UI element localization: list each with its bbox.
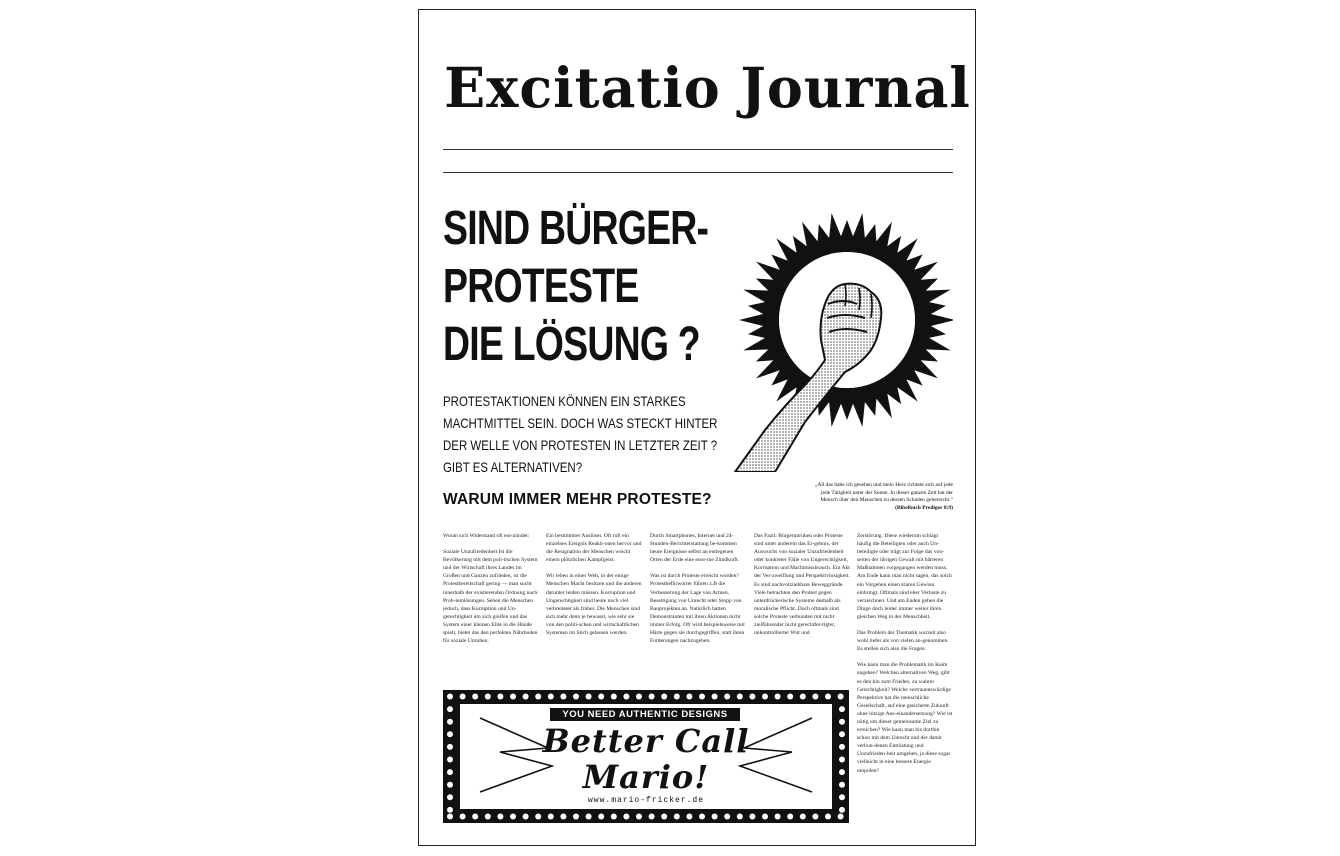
marquee-dot bbox=[674, 694, 680, 700]
marquee-dot bbox=[724, 694, 730, 700]
marquee-dot bbox=[560, 694, 566, 700]
marquee-dot bbox=[839, 706, 845, 712]
marquee-dot bbox=[523, 814, 529, 820]
marquee-dot bbox=[447, 694, 453, 700]
marquee-dot bbox=[510, 814, 516, 820]
marquee-dot bbox=[472, 814, 478, 820]
headline-line: DIE LÖSUNG ? bbox=[443, 318, 700, 371]
marquee-dot bbox=[573, 814, 579, 820]
marquee-dot bbox=[838, 694, 844, 700]
ad-headline-line-2: Mario! bbox=[582, 758, 710, 796]
marquee-dot bbox=[674, 814, 680, 820]
marquee-dot bbox=[825, 814, 831, 820]
marquee-dot bbox=[812, 814, 818, 820]
marquee-dot bbox=[737, 814, 743, 820]
marquee-dot bbox=[812, 694, 818, 700]
advertisement[interactable] bbox=[443, 690, 849, 823]
paragraph: Durch Smartphones, Internet und 24-Stunden-Berichterstattung be-kommen heute Ereignisse selbst an entlegenen Orten der Erde eine enor-me Zündkraft. bbox=[650, 533, 740, 564]
marquee-dot bbox=[686, 694, 692, 700]
paragraph: Wie kann man die Problematik im Keim angehen? Welchen alternativen Weg, gibt es den hin zum Frieden, zu wahrer Gerechtigkeit? Welche vertrauenswürdige Perspektive hat die menschliche Gesellschaft, auf eine gesicherte Zukunft ohne hitzige Aus-einandersetzung? Wie ist nötig um dieser gemeinsame Ziel zu erreichen? Wie kann man bis dorthin schon mit dem Unrecht und der damit verbun-denen Entrüstung und Unzufrieden-heit umgehen, ja diese sogar vielleicht in eine bessere Energie umpolen? bbox=[857, 662, 953, 774]
ad-panel bbox=[459, 703, 833, 810]
marquee-dot bbox=[586, 814, 592, 820]
marquee-dot bbox=[548, 694, 554, 700]
marquee-dot bbox=[510, 694, 516, 700]
quote-line: Mensch über den Menschen zu dessen Schaden geherrscht.“ bbox=[820, 497, 953, 503]
marquee-dot bbox=[699, 694, 705, 700]
marquee-dot bbox=[636, 694, 642, 700]
marquee-dot bbox=[611, 814, 617, 820]
masthead bbox=[439, 48, 971, 128]
marquee-dot bbox=[548, 814, 554, 820]
article-column-2 bbox=[546, 532, 642, 645]
section-heading: WARUM IMMER MEHR PROTESTE? bbox=[443, 491, 712, 508]
marquee-dot bbox=[523, 694, 529, 700]
raised-fist-icon bbox=[725, 200, 953, 472]
marquee-dot bbox=[724, 814, 730, 820]
marquee-dot bbox=[447, 769, 453, 775]
marquee-dot bbox=[586, 694, 592, 700]
marquee-dot bbox=[661, 814, 667, 820]
paragraph: Wir leben in einer Welt, in der einige Menschen Macht besitzen und die anderen darunter leiden müssen. Korruption und Ungerechtigkeit sind heute noch viel verbreiteter als früher. Die Menschen sind sich mehr denn je bewusst, wie sehr sie von den politi-schen und wirtschaftlichen Systemen im Stich gelassen werden. bbox=[546, 573, 642, 637]
marquee-dot bbox=[535, 814, 541, 820]
marquee-dot bbox=[447, 706, 453, 712]
masthead-rule-top bbox=[443, 149, 953, 150]
marquee-dot bbox=[775, 814, 781, 820]
marquee-dot bbox=[749, 814, 755, 820]
marquee-dot bbox=[447, 794, 453, 800]
marquee-dot bbox=[762, 694, 768, 700]
ad-banner: YOU NEED AUTHENTIC DESIGNS bbox=[550, 708, 740, 721]
marquee-dot bbox=[839, 757, 845, 763]
masthead-title: Excitatio Journal bbox=[444, 55, 971, 120]
marquee-dot bbox=[749, 694, 755, 700]
marquee-dot bbox=[839, 807, 845, 813]
article-column-3 bbox=[650, 532, 746, 653]
headline-line: PROTESTE bbox=[443, 260, 639, 313]
masthead-rule-bottom bbox=[443, 172, 953, 173]
marquee-dot bbox=[623, 694, 629, 700]
paragraph: Das Fazit: Bürgerunruhen oder Proteste sind unter anderem das Er-gebnis, der Auswuchs von sozialer Unzufriedenheit oder konkreter Fälle von Ungerechtigkeit, Korruption und Machtmissbrauch. Ein Akt der Ver-zweiflung und Perspektivlosigkeit. Es sind nachvollziehbare Beweggründe. Viele betrachten den Protest gegen unterdrückerische Systeme deshalb als moralische Pflicht. Doch oftmals sind solche Proteste verbunden mit nicht zielführender nicht gerechtfer-tigter, unkontrollierter Wut und bbox=[754, 533, 850, 637]
marquee-dot bbox=[460, 814, 466, 820]
quote-line: (Bibelbuch Prediger 8:9) bbox=[895, 504, 953, 511]
marquee-dot bbox=[839, 744, 845, 750]
article-column-5 bbox=[857, 532, 953, 783]
marquee-dot bbox=[485, 814, 491, 820]
marquee-dot bbox=[447, 757, 453, 763]
marquee-dot bbox=[712, 814, 718, 820]
marquee-dot bbox=[762, 814, 768, 820]
marquee-dot bbox=[636, 814, 642, 820]
marquee-dot bbox=[649, 694, 655, 700]
article-column-4 bbox=[754, 532, 850, 645]
marquee-dot bbox=[800, 694, 806, 700]
paragraph: Soziale Unzufriedenheit Ist die Bevölkerung mit dem poli-tischen System und der Wirtschaft ihres Landes im Großen und Ganzen zufrieden, ist die Protestbereitschaft gering — man sucht innerhalb der existierenden Ordnung nach Prob-lemlösungen. Sehen die Menschen jedoch, dass Korruption und Un-gerechtigkeit um sich greifen und das System einer kleinen Elite in die Hände spielt, bietet das den perfekten Nährboden für soziale Unruhen. bbox=[443, 549, 538, 645]
marquee-dot bbox=[712, 694, 718, 700]
marquee-dot bbox=[699, 814, 705, 820]
marquee-dot bbox=[737, 694, 743, 700]
marquee-dot bbox=[447, 782, 453, 788]
paragraph: Zerstörung. Diese wiederum schlägt häufig die Beteiligten oder auch Un-beteiligte oder trägt zur Folge das von-seiten der übrigen Gewalt mit härteren Maßnahmen vorgegangen werden muss. Am Ende kann man nicht sagen, das solch ein Vorgehen einen klaren Gewinn einbringt. Oftmals sind eher Verluste zu verzeichnen. Und am Enden gehen die Dinge doch leider immer weiter ihren gleichen Weg in der Menschheit. bbox=[857, 533, 952, 620]
marquee-dot bbox=[825, 694, 831, 700]
quote-line: jede Tätigkeit unter der Sonne. In dieser ganzen Zeit hat der bbox=[821, 489, 953, 496]
marquee-dot bbox=[661, 694, 667, 700]
subhead-line: MACHTMITTEL SEIN. DOCH WAS STECKT HINTER bbox=[443, 415, 718, 431]
headline bbox=[443, 200, 709, 374]
article-column-1 bbox=[443, 532, 539, 653]
quote-line: „All das habe ich gesehen und mein Herz richtete sich auf jede bbox=[814, 482, 953, 488]
marquee-dot bbox=[800, 814, 806, 820]
marquee-dot bbox=[839, 719, 845, 725]
marquee-dot bbox=[598, 814, 604, 820]
marquee-dot bbox=[623, 814, 629, 820]
marquee-dot bbox=[460, 694, 466, 700]
marquee-dot bbox=[598, 694, 604, 700]
marquee-dot bbox=[839, 769, 845, 775]
marquee-dot bbox=[560, 814, 566, 820]
ad-url-link[interactable]: www.mario-fricker.de bbox=[587, 796, 704, 805]
marquee-dot bbox=[497, 814, 503, 820]
marquee-dot bbox=[787, 814, 793, 820]
subhead-line: PROTESTAKTIONEN KÖNNEN EIN STARKES bbox=[443, 393, 686, 409]
marquee-dot bbox=[472, 694, 478, 700]
marquee-dot bbox=[838, 814, 844, 820]
marquee-dot bbox=[447, 744, 453, 750]
newspaper-page bbox=[418, 9, 976, 846]
subheadline bbox=[443, 390, 718, 478]
marquee-dot bbox=[611, 694, 617, 700]
marquee-dot bbox=[535, 694, 541, 700]
marquee-dot bbox=[686, 814, 692, 820]
marquee-dot bbox=[573, 694, 579, 700]
headline-line: SIND BÜRGER- bbox=[443, 202, 709, 255]
marquee-dot bbox=[775, 694, 781, 700]
marquee-dot bbox=[485, 694, 491, 700]
marquee-dot bbox=[649, 814, 655, 820]
subhead-line: DER WELLE VON PROTESTEN IN LETZTER ZEIT ? bbox=[443, 437, 718, 453]
marquee-dot bbox=[839, 731, 845, 737]
paragraph: Ein bestimmter Auslöser. Oft ruft ein einzelnes Ereignis Reakti-onen hervor und die Resignation der Menschen weicht einem plötzlichen Kampfgeist. bbox=[546, 533, 642, 564]
paragraph: Woran sich Widerstand oft ent-zündet: bbox=[443, 533, 530, 539]
marquee-dot bbox=[447, 731, 453, 737]
paragraph: Das Problem der Thematik wurzelt also wohl tiefer als von vielen an-genommen. Es stellen sich also die Fragen: bbox=[857, 630, 949, 653]
paragraph: Was ist durch Proteste erreicht worden? Protestbefürworter führen z.B die Verbesserung der Lage von Armen, Beseitigung von Unrecht oder Stopp von Bauprojekten an. Natürlich hatten Demonstranten mit ihren Aktionen nicht immer Erfolg. Oft wird beispielsweise mit Härte gegen sie durchgegriffen, statt ihren Forderungen nachzugeben. bbox=[650, 573, 745, 645]
marquee-dot bbox=[447, 807, 453, 813]
marquee-dot bbox=[839, 782, 845, 788]
marquee-dot bbox=[447, 719, 453, 725]
ad-headline-line-1: Better Call bbox=[542, 722, 750, 760]
marquee-dot bbox=[497, 694, 503, 700]
bible-quote bbox=[777, 482, 953, 512]
marquee-dot bbox=[839, 794, 845, 800]
marquee-dot bbox=[787, 694, 793, 700]
marquee-dot bbox=[447, 814, 453, 820]
subhead-line: GIBT ES ALTERNATIVEN? bbox=[443, 459, 583, 475]
